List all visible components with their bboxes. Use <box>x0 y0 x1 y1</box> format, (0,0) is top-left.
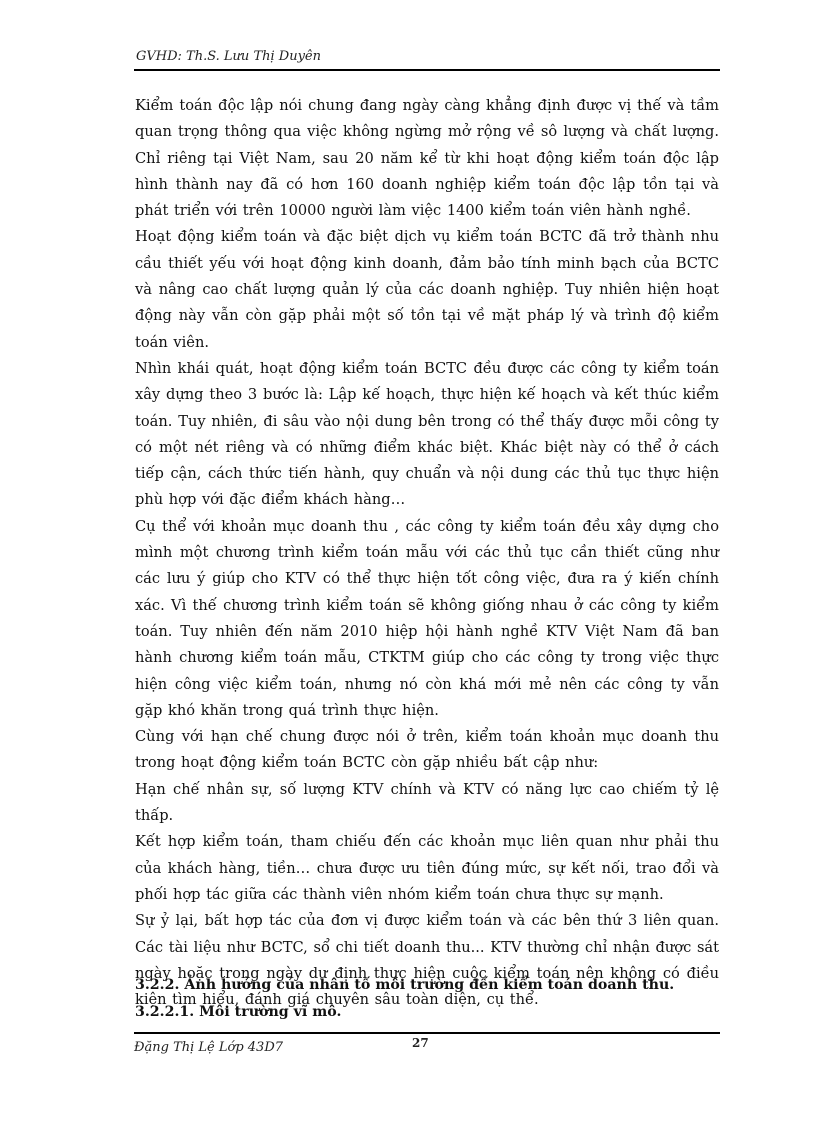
paragraph-4: Cụ thể với khoản mục doanh thu , các công ty kiểm toán đều xây dựng cho mình một chương trình kiểm toán mẫu với các thủ tục cần thiết cũng như các lưu ý giúp cho KTV có thể thực hiện tốt công việc, đưa ra ý kiến chính xác. Vì thế chương trình kiểm toán sẽ không giống nhau ở các công ty kiểm toán. Tuy nhiên đến năm 2010 hiệp hội hành nghề KTV Việt Nam đã ban hành chương kiểm toán mẫu, CTKTM giúp cho các công ty trong việc thực hiện công việc kiểm toán, nhưng nó còn khá mới mẻ nên các công ty vẫn gặp khó khăn trong quá trình thực hiện. <box>135 517 719 719</box>
footer-divider <box>134 1032 720 1034</box>
section-heading: 3.2.2. Ảnh hưởng của nhân tố môi trường đến kiểm toán doanh thu. <box>135 977 675 993</box>
paragraph-1: Kiểm toán độc lập nói chung đang ngày càng khẳng định được vị thế và tầm quan trọng thông qua việc không ngừng mở rộng về sô lượng và chất lượng. Chỉ riêng tại Việt Nam, sau 20 năm kể từ khi hoạt động kiểm toán độc lập hình thành nay đã có hơn 160 doanh nghiệp kiểm toán độc lập tồn tại và phát triển với trên 10000 người làm việc 1400 kiểm toán viên hành nghề. <box>135 97 719 220</box>
section-headings <box>135 972 719 1026</box>
paragraph-6: Hạn chế nhân sự, số lượng KTV chính và KTV có năng lực cao chiếm tỷ lệ thấp. <box>135 780 719 825</box>
page-number: 27 <box>412 1036 429 1050</box>
page-header <box>134 47 720 71</box>
paragraph-8: Sự ỷ lại, bất hợp tác của đơn vị được kiểm toán và các bên thứ 3 liên quan. Các tài liệu như BCTC, sổ chi tiết doanh thu... KTV thường chỉ nhận được sát ngày hoặc trong ngày dự định thực hiện cuộc kiểm toán nên không có điều kiện tìm hiểu, đánh giá chuyên sâu toàn diện, cụ thể. <box>135 912 719 1009</box>
subsection-heading: 3.2.2.1. Môi trường vĩ mô. <box>135 1004 342 1020</box>
document-body <box>135 93 719 1013</box>
footer-author: Đặng Thị Lệ Lớp 43D7 <box>134 1040 284 1055</box>
advisor-name: GVHD: Th.S. Lưu Thị Duyên <box>136 49 321 64</box>
paragraph-5: Cùng với hạn chế chung được nói ở trên, kiểm toán khoản mục doanh thu trong hoạt động kiểm toán BCTC còn gặp nhiều bất cập như: <box>135 728 719 772</box>
paragraph-7: Kết hợp kiểm toán, tham chiếu đến các khoản mục liên quan như phải thu của khách hàng, tiền… chưa được ưu tiên đúng mức, sự kết nối, trao đổi và phối hợp tác giữa các thành viên nhóm kiểm toán chưa thực sự mạnh. <box>135 833 719 903</box>
paragraph-3: Nhìn khái quát, hoạt động kiểm toán BCTC đều được các công ty kiểm toán xây dựng theo 3 bước là: Lập kế hoạch, thực hiện kế hoạch và kết thúc kiểm toán. Tuy nhiên, đi sâu vào nội dung bên trong có thể thấy được mỗi công ty có một nét riêng và có những điểm khác biệt. Khác biệt này có thể ở cách tiếp cận, cách thức tiến hành, quy chuẩn và nội dung các thủ tục thực hiện phù hợp với đặc điểm khách hàng… <box>135 359 719 509</box>
paragraph-2: Hoạt động kiểm toán và đặc biệt dịch vụ kiểm toán BCTC đã trở thành nhu cầu thiết yếu với hoạt động kinh doanh, đảm bảo tính minh bạch của BCTC và nâng cao chất lượng quản lý của các doanh nghiệp. Tuy nhiên hiện hoạt động này vẫn còn gặp phải một số tồn tại về mặt pháp lý và trình độ kiểm toán viên. <box>135 228 719 351</box>
